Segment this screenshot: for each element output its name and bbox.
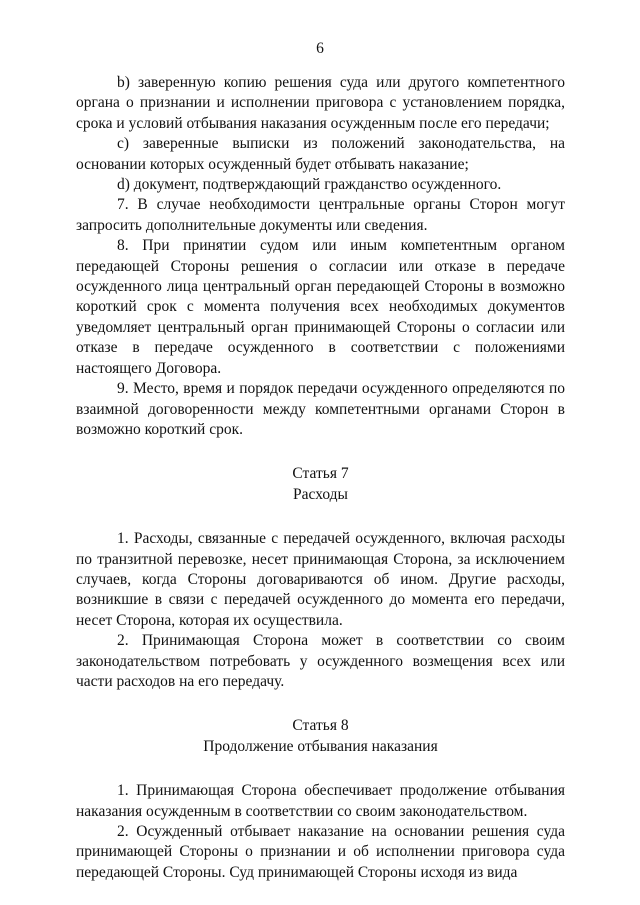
page-number: 6 (316, 40, 324, 57)
paragraph: 8. При принятии судом или иным компетентным органом передающей Стороны решения о согласии или отказе в передаче осужденного лица центральный орган передающей Стороны в возможно короткий срок с момента получения всех необходимых документов уведомляет центральный орган принимающей Стороны о согласии или отказе в передаче осужденного в соответствии с положениями настоящего Договора. (76, 237, 565, 377)
spacer (76, 505, 565, 529)
spacer (76, 757, 565, 781)
section-heading: Продолжение отбывания наказания (203, 737, 438, 755)
paragraph: 2. Осужденный отбывает наказание на основании решения суда принимающей Стороны о признании и об исполнении приговора суда передающей Стороны. Суд принимающей Стороны исходя из вида (76, 823, 565, 881)
paragraph: 9. Место, время и порядок передачи осужденного определяются по взаимной договоренности между компетентными органами Сторон в возможно короткий срок. (76, 380, 565, 438)
section-heading: Расходы (293, 485, 348, 503)
paragraph: 7. В случае необходимости центральные органы Сторон могут запросить дополнительные документы или сведения. (76, 196, 565, 234)
spacer (76, 692, 565, 716)
section-heading: Статья 8 (292, 717, 349, 735)
spacer (76, 440, 565, 464)
paragraph: 1. Принимающая Сторона обеспечивает продолжение отбывания наказания осужденным в соответствии со своим законодательством. (76, 782, 565, 820)
paragraph: d) документ, подтверждающий гражданство осужденного. (117, 176, 502, 194)
section-heading: Статья 7 (292, 465, 349, 483)
paragraph: c) заверенные выписки из положений законодательства, на основании которых осужденный будет отбывать наказание; (76, 135, 565, 173)
paragraph: b) заверенную копию решения суда или другого компетентного органа о признании и исполнении приговора с установлением порядка, срока и условий отбывания наказания осужденным после его передачи; (76, 74, 565, 132)
paragraph: 2. Принимающая Сторона может в соответствии со своим законодательством потребовать у осужденного возмещения всех или части расходов на его передачу. (76, 632, 565, 690)
document-body (76, 73, 565, 883)
paragraph: 1. Расходы, связанные с передачей осужденного, включая расходы по транзитной перевозке, несет принимающая Сторона, за исключением случаев, когда Стороны договариваются об ином. Другие расходы, возникшие в связи с передачей осужденного до момента его передачи, несет Сторона, которая их осуществила. (76, 530, 565, 629)
